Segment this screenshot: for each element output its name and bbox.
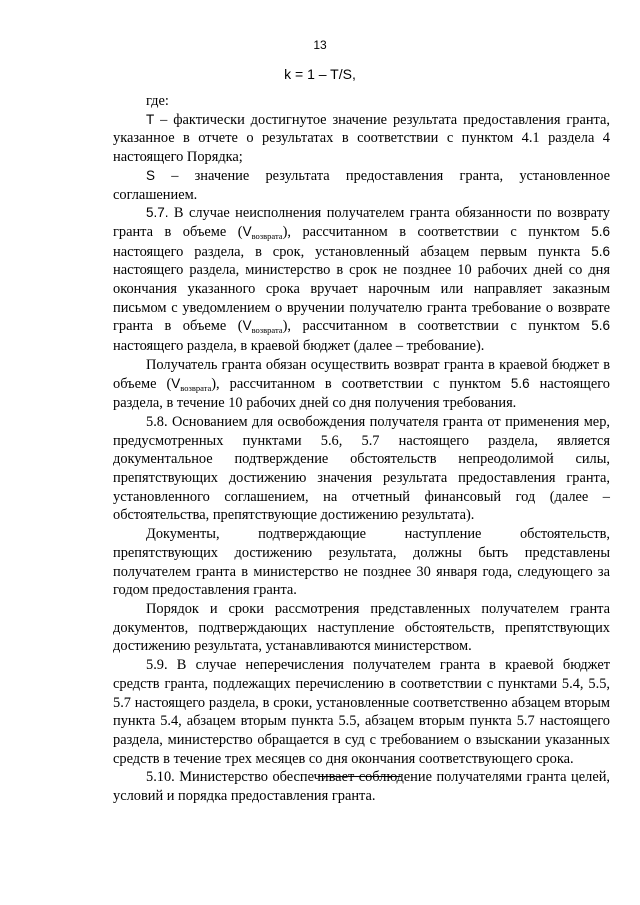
variable-subscript: возврата — [251, 230, 283, 241]
paragraph-review-order: Порядок и сроки рассмотрения представленных получателем гранта документов, подтверждающих наступление обстоятельств, препятствующих достижению результата, устанавливаются министерством. — [113, 600, 610, 655]
text-segment: ), рассчитанном в соответствии с пунктом — [282, 318, 592, 335]
variable-subscript: возврата — [251, 325, 283, 336]
text-segment: настоящего раздела, в срок, установленный абзацем первым пункта — [113, 243, 592, 260]
paragraph-5-10: 5.10. Министерство обеспечивает соблюдение получателями гранта целей, условий и порядка предоставления гранта. — [113, 769, 610, 805]
paragraph-5-7 — [113, 204, 610, 356]
paragraph-return-obligation — [113, 356, 610, 413]
symbol-t: T — [146, 111, 155, 127]
variable-v: V — [242, 318, 252, 334]
variable-subscript: возврата — [180, 382, 212, 393]
paragraph-documents: Документы, подтверждающие наступление обстоятельств, препятствующих достижению результата, должны быть представлены получателем гранта в министерство не позднее 30 января года, следующего за годом предоставления гранта. — [113, 526, 610, 599]
paragraph-5-8: 5.8. Основанием для освобождения получателя гранта от применения мер, предусмотренных пунктами 5.6, 5.7 настоящего раздела, является документальное подтверждение обстоятельств непреодолимой силы, препятствующих достижению значения результата предоставления гранта, установленного соглашением, на отчетный финансовый год (далее – обстоятельства, препятствующие достижению результата). — [113, 413, 610, 524]
clause-reference: 5.6 — [591, 318, 610, 334]
clause-number: 5.7. — [146, 205, 169, 221]
text-segment: Получатель гранта обязан осуществить возврат гранта в краевой бюджет в объеме ( — [113, 356, 610, 392]
clause-reference: 5.6 — [510, 375, 530, 391]
formula: k = 1 – T/S, — [284, 66, 356, 82]
body-text — [113, 92, 610, 806]
text-segment: ), рассчитанном в соответствии с пунктом — [282, 223, 592, 240]
text-segment: настоящего раздела, в течение 10 рабочих дней со дня получения требования. — [113, 375, 610, 412]
text-segment: ), рассчитанном в соответствии с пунктом — [211, 375, 511, 392]
clause-reference: 5.6 — [591, 243, 610, 259]
definition-t-text: – фактически достигнутое значение результата предоставления гранта, указанное в отчете о результатах в соответствии с пунктом 4.1 раздела 4 настоящего Порядка; — [113, 111, 610, 166]
variable-v: V — [242, 223, 252, 239]
text-segment: настоящего раздела, в краевой бюджет (далее – требование). — [113, 338, 485, 355]
paragraph-5-9: 5.9. В случае неперечисления получателем гранта в краевой бюджет средств гранта, подлежащих перечислению в соответствии с пунктами 5.4, 5.5, 5.7 настоящего раздела, в сроки, установленные соответственно абзацем вторым пункта 5.4, абзацем вторым пункта 5.5, абзацем вторым пункта 5.7 настоящего раздела, министерство обращается в суд с требованием о взыскании указанных средств в течение трех месяцев со дня окончания соответствующего срока. — [113, 657, 610, 767]
end-of-document-rule — [318, 776, 401, 777]
clause-reference: 5.6 — [591, 223, 610, 239]
text-segment: настоящего раздела, министерство в срок не позднее 10 рабочих дней со дня окончания указанного срока вручает нарочным или направляет заказным письмом с уведомлением о вручении получателю гранта требование о возврате гранта в объеме ( — [113, 262, 610, 335]
where-label: где: — [146, 93, 169, 109]
definition-t — [113, 111, 610, 167]
page-number: 13 — [313, 38, 327, 52]
definition-s-text: – значение результата предоставления гранта, установленное соглашением. — [113, 167, 610, 203]
symbol-s: S — [146, 167, 156, 183]
text-segment: В случае неисполнения получателем гранта обязанности по возврату гранта в объеме ( — [113, 205, 610, 240]
definition-s — [113, 167, 610, 204]
variable-v: V — [171, 375, 181, 391]
